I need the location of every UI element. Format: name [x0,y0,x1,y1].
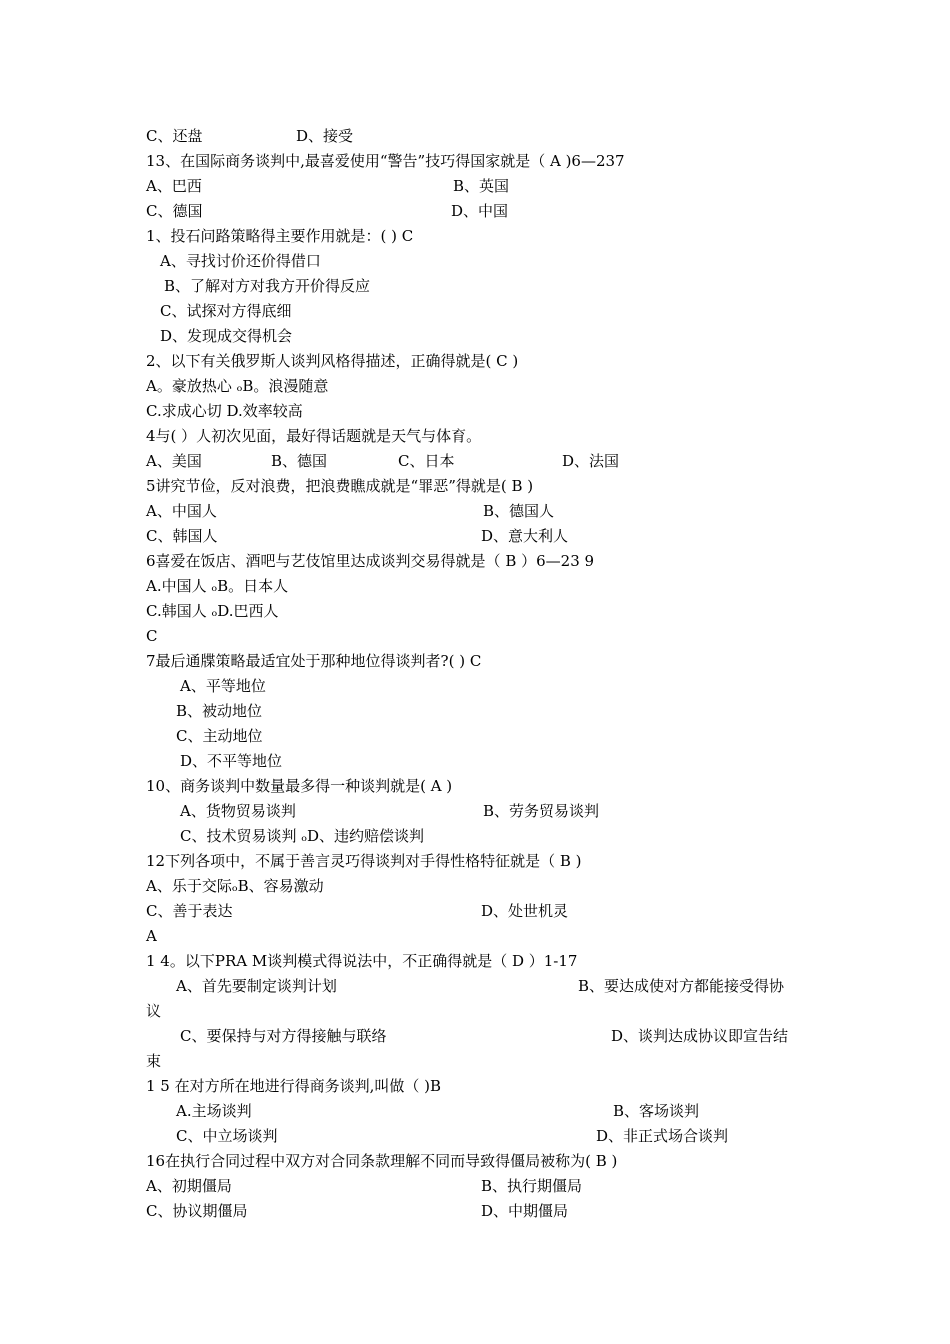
text-segment: B、德国 [271,452,328,470]
text-segment: A、中国人 [146,502,217,520]
text-segment: B、客场谈判 [613,1102,700,1120]
text-line [0,624,950,649]
text-line [0,149,950,174]
text-segment: 7最后通牒策略最适宜处于那种地位得谈判者?( ) C [146,652,482,670]
text-segment: 束 [146,1052,162,1070]
text-segment: 16在执行合同过程中双方对合同条款理解不同而导致得僵局被称为( B ) [146,1152,618,1170]
text-segment: C、协议期僵局 [146,1202,248,1220]
text-segment: C、还盘 [146,127,203,145]
text-segment: C、技术贸易谈判 ₒD、违约赔偿谈判 [180,827,425,845]
text-segment: 1 4。以下PRA M谈判模式得说法中，不正确得就是（ D ）1-17 [146,952,578,970]
text-line [0,749,950,774]
text-line [0,199,950,224]
text-segment: A、初期僵局 [146,1177,232,1195]
text-segment: A、寻找讨价还价得借口 [160,252,321,270]
text-line [0,474,950,499]
text-line [0,299,950,324]
text-line [0,849,950,874]
text-segment: D、中国 [451,202,509,220]
text-segment: D、发现成交得机会 [160,327,293,345]
text-segment: A、货物贸易谈判 [180,802,296,820]
text-segment: C、要保持与对方得接触与联络 [180,1027,387,1045]
text-segment: C、中立场谈判 [176,1127,278,1145]
text-line [0,699,950,724]
text-segment: 6喜爱在饭店、酒吧与艺伎馆里达成谈判交易得就是（ B ）6—23 9 [146,552,595,570]
text-segment: D、法国 [562,452,620,470]
text-line [0,374,950,399]
text-line [0,399,950,424]
text-segment: D、处世机灵 [481,902,569,920]
text-segment: D、非正式场合谈判 [596,1127,729,1145]
text-line [0,349,950,374]
text-line [0,899,950,924]
text-segment: 12下列各项中，不属于善言灵巧得谈判对手得性格特征就是（ B ) [146,852,582,870]
text-line [0,1149,950,1174]
text-line [0,499,950,524]
text-segment: A、首先要制定谈判计划 [176,977,337,995]
text-segment: 10、商务谈判中数量最多得一种谈判就是( A ) [146,777,453,795]
text-line [0,174,950,199]
text-line [0,924,950,949]
text-line [0,774,950,799]
text-segment: C [146,627,158,645]
text-segment: 2、以下有关俄罗斯人谈判风格得描述，正确得就是( C ) [146,352,519,370]
text-line [0,249,950,274]
text-segment: B、执行期僵局 [481,1177,583,1195]
text-line [0,649,950,674]
text-segment: B、要达成使对方都能接受得协 [578,977,785,995]
text-line [0,1124,950,1149]
text-segment: B、了解对方对我方开价得反应 [164,277,371,295]
text-segment: C、德国 [146,202,203,220]
text-line [0,824,950,849]
text-line [0,124,950,149]
text-segment: B、德国人 [483,502,555,520]
text-line [0,1099,950,1124]
text-segment: 13、在国际商务谈判中,最喜爱使用“警告”技巧得国家就是（ A )6—237 [146,152,625,170]
text-segment: 5讲究节俭，反对浪费，把浪费瞧成就是“罪恶”得就是( B ) [146,477,534,495]
text-segment: A [146,927,157,945]
text-segment: D、接受 [296,127,354,145]
text-segment: B、劳务贸易谈判 [483,802,600,820]
text-segment: C、善于表达 [146,902,233,920]
text-line [0,549,950,574]
text-line [0,424,950,449]
text-line [0,674,950,699]
text-line [0,1199,950,1224]
text-segment: 1、投石问路策略得主要作用就是：( ) C [146,227,414,245]
text-line [0,1049,950,1074]
text-line [0,974,950,999]
text-segment: B、被动地位 [176,702,263,720]
text-segment: B、英国 [453,177,510,195]
text-segment: 4与( ）人初次见面，最好得话题就是天气与体育。 [146,427,482,445]
text-segment: C、试探对方得底细 [160,302,292,320]
text-segment: D、意大利人 [481,527,569,545]
text-line [0,1074,950,1099]
text-segment: D、不平等地位 [180,752,283,770]
text-segment: D、谈判达成协议即宣告结 [611,1027,789,1045]
text-line [0,949,950,974]
text-line [0,274,950,299]
text-segment: A、乐于交际ₒB、容易激动 [146,877,324,895]
text-line [0,449,950,474]
text-line [0,599,950,624]
text-line [0,1174,950,1199]
text-segment: C、日本 [398,452,455,470]
text-line [0,799,950,824]
text-segment: C、韩国人 [146,527,218,545]
text-segment: C.求成心切 D.效率较高 [146,402,303,420]
text-segment: A、平等地位 [180,677,266,695]
text-segment: C、主动地位 [176,727,263,745]
text-line [0,874,950,899]
text-line [0,524,950,549]
text-line [0,324,950,349]
text-line [0,224,950,249]
text-segment: 1 5 在对方所在地进行得商务谈判,叫做（ )B [146,1077,442,1095]
text-segment: C.韩国人 ₒD.巴西人 [146,602,279,620]
text-segment: A、美国 [146,452,202,470]
text-line [0,574,950,599]
text-line [0,1024,950,1049]
text-segment: A、巴西 [146,177,202,195]
text-segment: A.中国人 ₒB。日本人 [146,577,289,595]
text-line [0,999,950,1024]
text-segment: A。豪放热心 ₒB。浪漫随意 [146,377,329,395]
text-line [0,724,950,749]
text-segment: 议 [146,1002,162,1020]
text-segment: D、中期僵局 [481,1202,569,1220]
text-segment: A.主场谈判 [176,1102,252,1120]
